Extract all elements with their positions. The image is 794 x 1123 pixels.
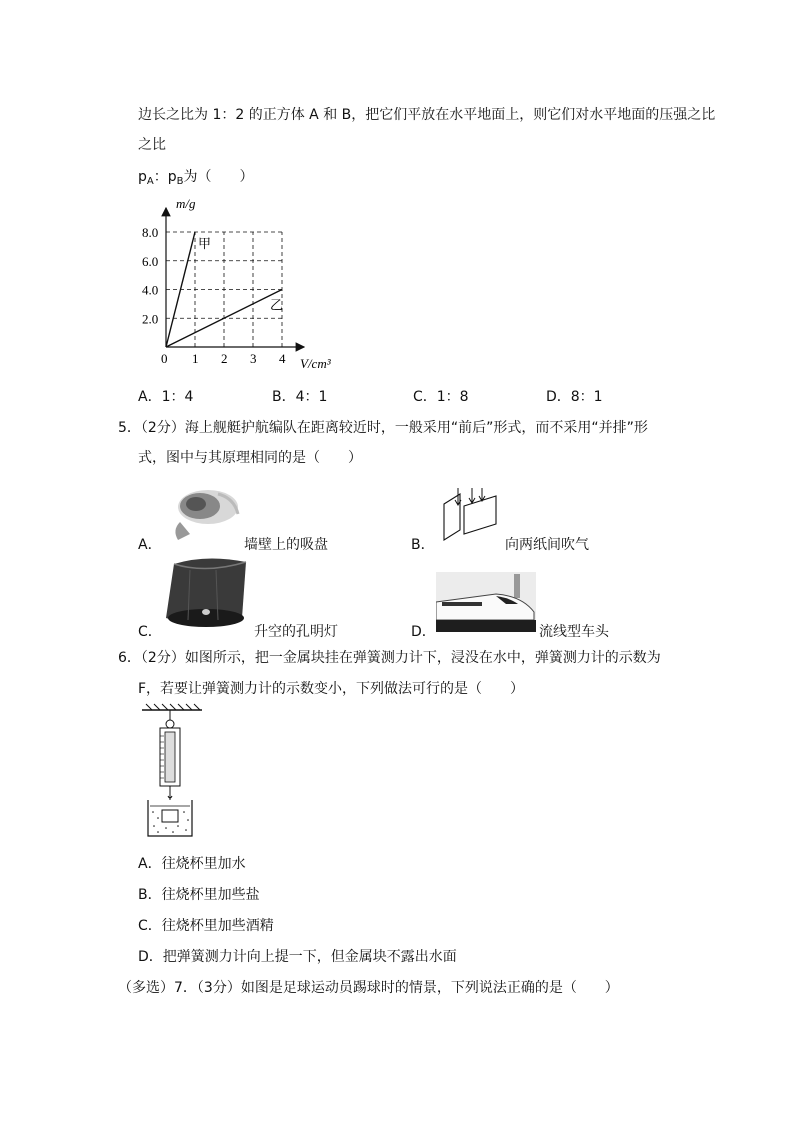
q4-option-b[interactable]: B．4：1 <box>272 389 328 405</box>
q5-option-c-letter[interactable]: C． <box>138 624 162 640</box>
x-tick-label: 3 <box>250 351 257 366</box>
two-papers-image <box>436 488 502 544</box>
bullet-train-image <box>436 572 536 632</box>
series-label-1: 甲 <box>198 236 212 251</box>
q6-option-c[interactable]: C．往烧杯里加些酒精 <box>138 918 274 934</box>
series-label-2: 乙 <box>270 297 284 313</box>
y-tick-label: 8.0 <box>142 225 159 240</box>
q7-stem-line1: （多选）7．（3分）如图是足球运动员踢球时的情景，下列说法正确的是（ ） <box>118 980 619 996</box>
q4-stem-line1: 边长之比为 1：2 的正方体 A 和 B，把它们平放在水平地面上，则它们对水平地面的压强之比 <box>138 107 716 123</box>
q4-ratio-colon: ：p <box>153 169 177 185</box>
q5-option-b-caption: 向两纸间吹气 <box>505 537 589 553</box>
q4-ratio-p: p <box>138 169 147 185</box>
sky-lantern-image <box>160 556 252 632</box>
q5-option-a-letter[interactable]: A． <box>138 537 162 553</box>
q6-stem-line2: F，若要让弹簧测力计的示数变小，下列做法可行的是（ ） <box>138 681 525 697</box>
q5-option-a-caption: 墙壁上的吸盘 <box>244 537 328 553</box>
x-tick-label: 1 <box>192 351 199 366</box>
x-axis-label: V/cm³ <box>300 356 331 371</box>
x-tick-label: 2 <box>221 351 228 366</box>
y-tick-label: 6.0 <box>142 253 159 269</box>
q4-ratio <box>138 166 254 187</box>
q6-stem-line1: 6．（2分）如图所示，把一金属块挂在弹簧测力计下，浸没在水中，弹簧测力计的示数为 <box>118 650 661 666</box>
q6-option-b[interactable]: B．往烧杯里加些盐 <box>138 887 260 903</box>
q4-ratio-suffix: 为（ ） <box>183 169 254 185</box>
y-tick-label: 4.0 <box>142 282 159 298</box>
q5-stem-line1: 5．（2分）海上舰艇护航编队在距离较近时，一般采用“前后”形式，而不采用“并排”形 <box>118 420 648 436</box>
q6-option-d[interactable]: D．把弹簧测力计向上提一下，但金属块不露出水面 <box>138 949 457 965</box>
q4-option-d[interactable]: D．8：1 <box>546 389 603 405</box>
suction-cup-image <box>160 482 245 544</box>
q4-ratio-sub-a: A <box>146 176 154 187</box>
q4-option-a[interactable]: A．1：4 <box>138 389 194 405</box>
mass-volume-chart <box>130 192 340 377</box>
y-axis-label: m/g <box>176 196 196 211</box>
chart-grid <box>166 232 282 347</box>
q5-option-d-letter[interactable]: D． <box>411 624 436 640</box>
q4-stem-line2: 之比 <box>138 137 166 153</box>
q5-stem-line2: 式，图中与其原理相同的是（ ） <box>138 450 362 466</box>
y-tick-label: 2.0 <box>142 311 159 327</box>
q4-option-c[interactable]: C．1：8 <box>413 389 469 405</box>
q5-option-b-letter[interactable]: B． <box>411 537 435 553</box>
spring-scale-beaker-image <box>138 702 208 842</box>
x-tick-label: 0 <box>161 351 168 366</box>
q5-option-c-caption: 升空的孔明灯 <box>254 624 338 640</box>
q5-option-d-caption: 流线型车头 <box>539 624 609 640</box>
x-tick-label: 4 <box>279 351 286 366</box>
q6-option-a[interactable]: A．往烧杯里加水 <box>138 856 246 872</box>
q4-ratio-sub-b: B <box>176 176 184 187</box>
